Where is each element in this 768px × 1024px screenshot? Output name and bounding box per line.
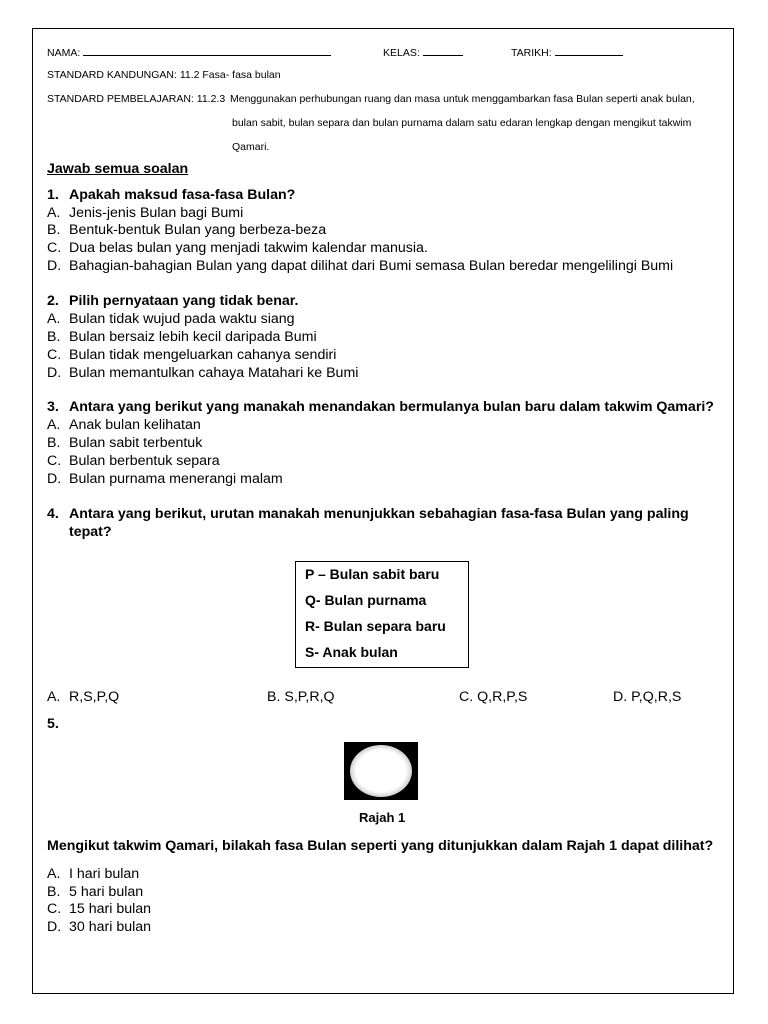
phase-sequence-box [295, 561, 469, 668]
standard-pembelajaran-line1: Menggunakan perhubungan ruang dan masa untuk menggambarkan fasa Bulan seperti anak bulan, [230, 93, 695, 105]
option-label: D. [613, 689, 628, 705]
question-text: Apakah maksud fasa-fasa Bulan? [69, 187, 296, 203]
q2-option-d[interactable] [47, 365, 358, 381]
q4-option-b[interactable] [267, 689, 335, 705]
kelas-line[interactable] [423, 45, 463, 56]
q4-option-d[interactable] [613, 689, 681, 705]
option-label: B. [47, 222, 61, 238]
question-2 [47, 293, 298, 309]
standard-kandungan: STANDARD KANDUNGAN: 11.2 Fasa- fasa bulan [47, 69, 281, 81]
option-text: 15 hari bulan [69, 901, 152, 917]
option-text: Bentuk-bentuk Bulan yang berbeza-beza [69, 222, 327, 238]
option-text: Bulan purnama menerangi malam [69, 471, 283, 487]
phase-item-s: S- Anak bulan [305, 644, 398, 660]
q1-option-c[interactable] [47, 240, 428, 256]
option-text: I hari bulan [69, 866, 140, 882]
q5-option-b[interactable] [47, 884, 143, 900]
option-text: Dua belas bulan yang menjadi takwim kalendar manusia. [69, 240, 428, 256]
nama-line[interactable] [83, 45, 331, 56]
question-number: 1. [47, 187, 59, 203]
question-1 [47, 187, 295, 203]
option-text: Bulan sabit terbentuk [69, 435, 203, 451]
question-4-line2: tepat? [69, 524, 112, 540]
option-text: S,P,R,Q [284, 689, 335, 705]
instruction: Jawab semua soalan [47, 161, 189, 177]
option-label: C. [459, 689, 474, 705]
option-label: D. [47, 919, 62, 935]
option-label: A. [47, 417, 61, 433]
q2-option-b[interactable] [47, 329, 317, 345]
option-label: C. [47, 347, 62, 363]
option-label: D. [47, 258, 62, 274]
figure-caption: Rajah 1 [359, 810, 406, 825]
phase-item-p: P – Bulan sabit baru [305, 566, 440, 582]
option-text: Bulan berbentuk separa [69, 453, 220, 469]
option-text: Anak bulan kelihatan [69, 417, 201, 433]
option-text: 30 hari bulan [69, 919, 152, 935]
q2-option-c[interactable] [47, 347, 336, 363]
option-text: P,Q,R,S [631, 689, 682, 705]
option-text: R,S,P,Q [69, 689, 120, 705]
question-text-line1: Antara yang berikut, urutan manakah menunjukkan sebahagian fasa-fasa Bulan yang paling [69, 506, 689, 522]
full-moon-image [344, 742, 418, 800]
option-label: D. [47, 365, 62, 381]
nama-label: NAMA: [47, 47, 81, 59]
option-text: Q,R,P,S [477, 689, 528, 705]
tarikh-label: TARIKH: [511, 47, 552, 59]
phase-item-q: Q- Bulan purnama [305, 592, 427, 608]
option-label: B. [267, 689, 281, 705]
q3-option-c[interactable] [47, 453, 220, 469]
question-number: 4. [47, 506, 59, 522]
question-number: 2. [47, 293, 59, 309]
question-4 [47, 506, 689, 522]
q4-option-a[interactable] [47, 689, 119, 705]
q5-option-d[interactable] [47, 919, 151, 935]
question-3 [47, 399, 714, 415]
option-label: B. [47, 329, 61, 345]
question-5-text: Mengikut takwim Qamari, bilakah fasa Bulan seperti yang ditunjukkan dalam Rajah 1 dapat dilihat? [47, 838, 714, 854]
tarikh-line[interactable] [555, 45, 623, 56]
option-text: Bulan bersaiz lebih kecil daripada Bumi [69, 329, 317, 345]
standard-pembelajaran-label: STANDARD PEMBELAJARAN: 11.2.3 [47, 93, 226, 105]
option-label: A. [47, 205, 61, 221]
question-5-number: 5. [47, 716, 59, 732]
q5-option-c[interactable] [47, 901, 151, 917]
standard-pembelajaran-line3: Qamari. [232, 141, 270, 153]
q3-option-d[interactable] [47, 471, 283, 487]
q1-option-a[interactable] [47, 205, 243, 221]
option-label: C. [47, 453, 62, 469]
tarikh-field[interactable] [511, 45, 623, 59]
option-text: Bahagian-bahagian Bulan yang dapat dilihat dari Bumi semasa Bulan beredar mengelilingi Bumi [69, 258, 674, 274]
option-label: B. [47, 884, 61, 900]
q1-option-d[interactable] [47, 258, 673, 274]
option-label: D. [47, 471, 62, 487]
option-label: C. [47, 240, 62, 256]
kelas-field[interactable] [383, 45, 463, 59]
q4-option-c[interactable] [459, 689, 527, 705]
question-number: 3. [47, 399, 59, 415]
question-text: Antara yang berikut yang manakah menandakan bermulanya bulan baru dalam takwim Qamari? [69, 399, 714, 415]
option-label: B. [47, 435, 61, 451]
phase-item-r: R- Bulan separa baru [305, 618, 446, 634]
option-text: Bulan tidak mengeluarkan cahanya sendiri [69, 347, 337, 363]
q3-option-b[interactable] [47, 435, 202, 451]
option-text: 5 hari bulan [69, 884, 144, 900]
nama-field[interactable] [47, 45, 331, 59]
q5-option-a[interactable] [47, 866, 139, 882]
q2-option-a[interactable] [47, 311, 295, 327]
q1-option-b[interactable] [47, 222, 326, 238]
option-label: C. [47, 901, 62, 917]
kelas-label: KELAS: [383, 47, 420, 59]
option-label: A. [47, 689, 61, 705]
option-label: A. [47, 866, 61, 882]
q3-option-a[interactable] [47, 417, 201, 433]
moon-disc [350, 745, 412, 797]
option-text: Bulan memantulkan cahaya Matahari ke Bumi [69, 365, 359, 381]
standard-pembelajaran-line2: bulan sabit, bulan separa dan bulan purnama dalam satu edaran lengkap dengan mengikut takwim [232, 117, 692, 129]
option-text: Jenis-jenis Bulan bagi Bumi [69, 205, 244, 221]
option-text: Bulan tidak wujud pada waktu siang [69, 311, 295, 327]
question-text: Pilih pernyataan yang tidak benar. [69, 293, 299, 309]
option-label: A. [47, 311, 61, 327]
